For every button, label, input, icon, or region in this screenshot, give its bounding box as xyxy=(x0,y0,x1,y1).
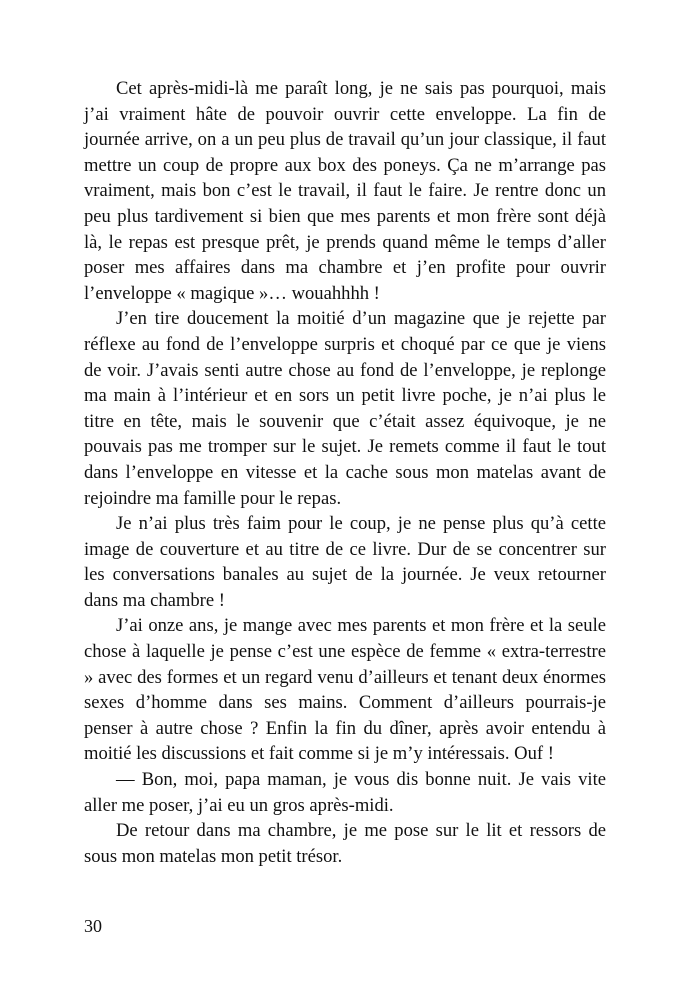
dialogue-paragraph: — Bon, moi, papa maman, je vous dis bonne nuit. Je vais vite aller me poser, j’ai eu un gros après-midi. xyxy=(84,769,606,816)
paragraph: Je n’ai plus très faim pour le coup, je ne pense plus qu’à cette image de couverture et au titre de ce livre. Dur de se concentrer sur les conversations banales au sujet de la journée. Je veux retourner dans ma chambre ! xyxy=(84,513,606,611)
paragraph: J’en tire doucement la moitié d’un magazine que je rejette par réflexe au fond de l’enveloppe surpris et choqué par ce que je viens de voir. J’avais senti autre chose au fond de l’enveloppe, je replonge ma main à l’intérieur et en sors un petit livre poche, je n’ai plus le titre en tête, mais le souvenir que c’était assez équivoque, je ne pouvais pas me tromper sur le sujet. Je remets comme il faut le tout dans l’enveloppe en vitesse et la cache sous mon matelas avant de rejoindre ma famille pour le repas. xyxy=(84,308,606,509)
paragraph: J’ai onze ans, je mange avec mes parents et mon frère et la seule chose à laquelle je pense c’est une espèce de femme « extra-terrestre » avec des formes et un regard venu d’ailleurs et tenant deux énormes sexes d’homme dans ses mains. Comment d’ailleurs pourrais-je penser à autre chose ? Enfin la fin du dîner, après avoir entendu à moitié les discussions et fait comme si je m’y intéressais. Ouf ! xyxy=(84,615,606,765)
page-number: 30 xyxy=(84,916,102,936)
paragraph: Cet après-midi-là me paraît long, je ne sais pas pourquoi, mais j’ai vraiment hâte de pouvoir ouvrir cette enveloppe. La fin de journée arrive, on a un peu plus de travail qu’un jour classique, il faut mettre un coup de propre aux box des poneys. Ça ne m’arrange pas vraiment, mais bon c’est le travail, il faut le faire. Je rentre donc un peu plus tardivement si bien que mes parents et mon frère sont déjà là, le repas est presque prêt, je prends quand même le temps d’aller poser mes affaires dans ma chambre et j’en profite pour ouvrir l’enveloppe « magique »… wouahhhh ! xyxy=(84,78,606,304)
page-body xyxy=(84,76,606,869)
paragraph: De retour dans ma chambre, je me pose sur le lit et ressors de sous mon matelas mon petit trésor. xyxy=(84,820,606,867)
